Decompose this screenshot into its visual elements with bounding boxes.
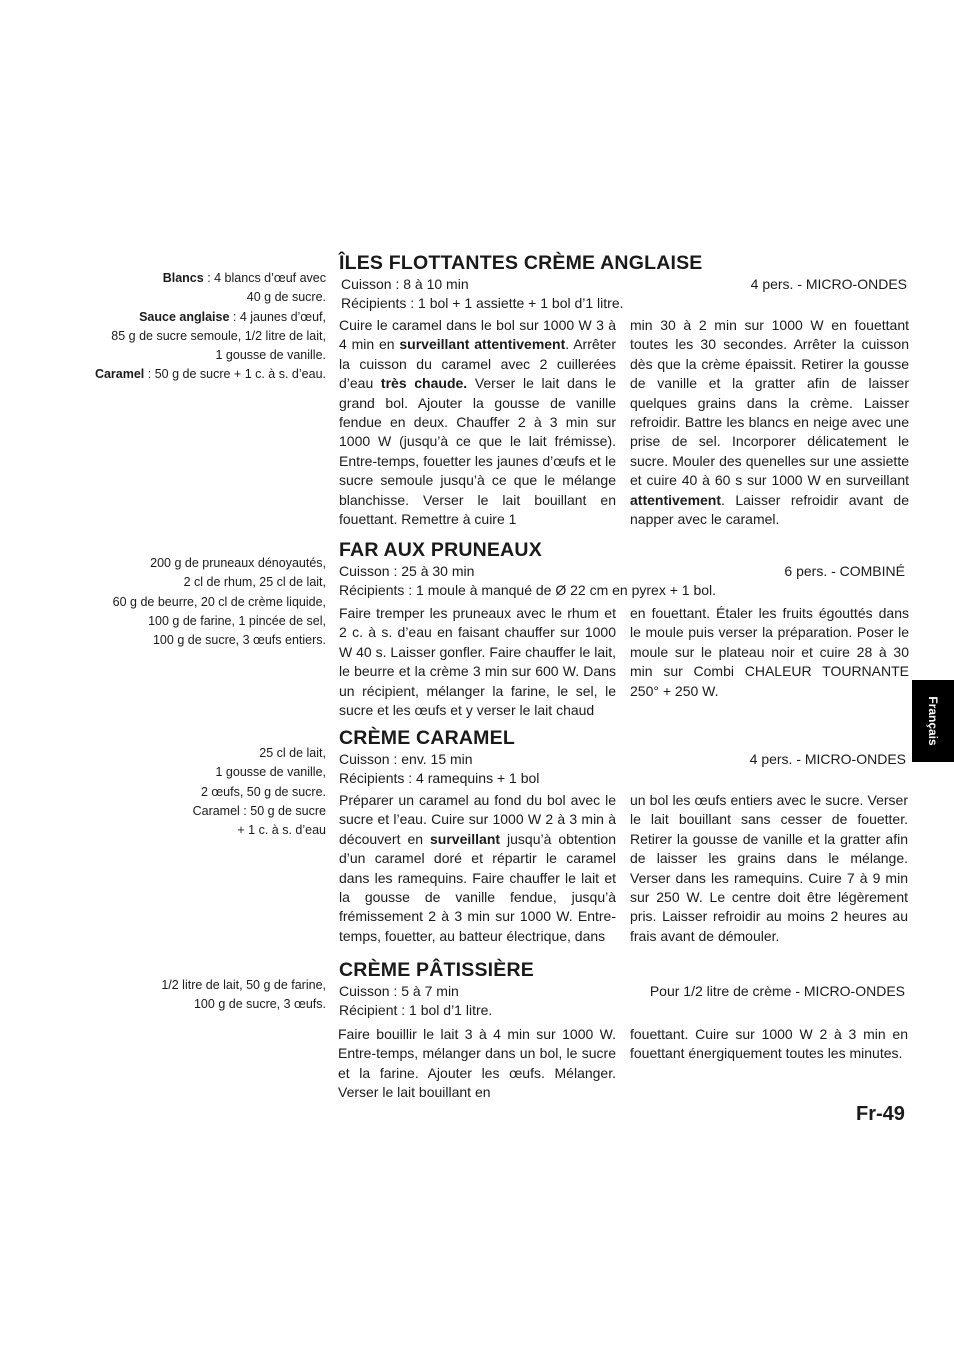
emphasis: très chaude. xyxy=(380,375,468,392)
ingredients-far-aux-pruneaux xyxy=(76,554,326,650)
emphasis: surveillant attentivement xyxy=(399,336,566,353)
ingredient-line: 100 g de sucre, 3 œufs entiers. xyxy=(152,633,326,648)
instructions-col2: fouettant. Cuire sur 1000 W 2 à 3 min en fouettant énergiquement toutes les minutes. xyxy=(630,1026,908,1062)
ingredient-line: Caramel : 50 g de sucre + 1 c. à s. d’eau. xyxy=(94,367,326,382)
ingredient-line: 1 gousse de vanille. xyxy=(215,348,326,363)
ingredient-line: 85 g de sucre semoule, 1/2 litre de lait, xyxy=(111,328,326,343)
portions-mode: Pour 1/2 litre de crème - MICRO-ONDES xyxy=(649,983,905,999)
ingredient-line: Blancs : 4 blancs d’œuf avec xyxy=(162,271,326,285)
instructions-col1: Préparer un caramel au fond du bol avec le sucre et l’eau. Cuire sur 1000 W 2 à 3 min à découvert en surveillant jusqu’à obtention d’un caramel doré et répartir le caramel dans les ramequins. Faire chauffer le lait et la gousse de vanille fendue, jusqu’à frémissement 2 à 3 min sur 1000 W. Entre-temps, fouetter, au batteur électrique, dans xyxy=(339,792,616,944)
ingredients-creme-patissiere xyxy=(76,976,326,1015)
ingredient-line: 1/2 litre de lait, 50 g de farine, xyxy=(161,978,326,992)
ingredient-line: Sauce anglaise : 4 jaunes d’œuf, xyxy=(139,309,326,324)
emphasis: attentivement xyxy=(630,491,722,508)
ingredient-line: 100 g de sucre, 3 œufs. xyxy=(193,997,326,1012)
instructions-col1: Faire tremper les pruneaux avec le rhum et 2 c. à s. d’eau en faisant chauffer sur 1000 W 40 s. Laisser gonfler. Faire chauffer le lait, le beurre et la crème 3 min sur 600 W. Dans un récipient, mélanger la farine, le sel, le sucre et les œufs et y verser le lait chaud xyxy=(339,605,616,719)
portions-mode: 4 pers. - MICRO-ONDES xyxy=(750,276,907,292)
instructions-col2: un bol les œufs entiers avec le sucre. Verser le lait bouillant sans cesser de fouetter. Retirer la gousse de vanille et la gratter afin de laisser les grains dans le mélange. Verser dans les ramequins. Cuire 7 à 9 min sur 250 W. Le centre doit être légèrement pris. Laisser refroidir au moins 2 heures au frais avant de démouler. xyxy=(630,792,908,944)
language-tab xyxy=(912,680,954,762)
instructions-col1: Cuire le caramel dans le bol sur 1000 W 3 à 4 min en surveillant attentivement. Arrêter la cuisson du caramel avec 2 cuillerées d’eau très chaude. Verser le lait dans le grand bol. Ajouter la gousse de vanille fendue en deux. Chauffer 2 à 3 min sur 1000 W (jusqu’à ce que le lait frémisse). Entre-temps, fouetter les jaunes d’œufs et le sucre semoule jusqu’à ce que le mélange blanchisse. Verser le lait bouillant en fouettant. Remettre à cuire 1 xyxy=(339,317,616,528)
ingredient-line: 100 g de farine, 1 pincée de sel, xyxy=(148,613,326,628)
instructions-col2: min 30 à 2 min sur 1000 W en fouettant toutes les 30 secondes. Arrêter la cuisson dès que la crème épaissit. Retirer la gousse de vanille et la gratter afin de laisser quelques grains dans la crème. Laisser refroidir. Battre les blancs en neige avec une prise de sel. Incorporer délicatement le sucre. Mouler des quenelles sur une assiette et cuire 40 à 60 s sur 1000 W en surveillant attentivement. Laisser refroidir avant de napper avec le caramel. xyxy=(630,317,909,528)
language-tab-label: Français xyxy=(926,696,940,746)
containers: Récipients : 1 moule à manqué de Ø 22 cm en pyrex + 1 bol. xyxy=(339,582,717,598)
page-number: Fr-49 xyxy=(856,1103,905,1125)
ingredient-line: Caramel : 50 g de sucre xyxy=(192,803,326,818)
ingredient-line: 25 cl de lait, xyxy=(259,746,326,760)
instructions-col1: Faire bouillir le lait 3 à 4 min sur 1000 W. Entre-temps, mélanger dans un bol, le sucre et la farine. Ajouter les œufs. Mélanger. Verser le lait bouillant en xyxy=(338,1026,616,1101)
ingredient-line: 40 g de sucre. xyxy=(246,290,326,305)
ingredient-line: + 1 c. à s. d’eau xyxy=(237,823,326,838)
ingredient-line: 60 g de beurre, 20 cl de crème liquide, xyxy=(112,594,326,609)
recipe-title-creme-caramel: CRÈME CARAMEL xyxy=(339,727,515,749)
containers: Récipients : 4 ramequins + 1 bol xyxy=(339,770,540,786)
ingredients-creme-caramel xyxy=(76,744,326,840)
cooking-time: Cuisson : env. 15 min xyxy=(339,751,473,767)
ingredient-heading: Caramel xyxy=(94,367,145,382)
recipe-title-far-aux-pruneaux: FAR AUX PRUNEAUX xyxy=(339,539,542,561)
ingredient-line: 2 cl de rhum, 25 cl de lait, xyxy=(183,575,326,590)
ingredient-line: 1 gousse de vanille, xyxy=(215,765,326,780)
containers: Récipient : 1 bol d’1 litre. xyxy=(339,1002,493,1018)
cooking-time: Cuisson : 25 à 30 min xyxy=(339,563,475,579)
ingredient-heading: Sauce anglaise xyxy=(139,309,230,324)
instructions-col2: en fouettant. Étaler les fruits égouttés dans le moule puis verser la préparation. Poser le moule sur le plateau noir et cuire 28 à 30 min sur Combi CHALEUR TOURNANTE 250° + 250 W. xyxy=(630,605,909,699)
cooking-time: Cuisson : 8 à 10 min xyxy=(341,276,469,292)
recipe-title-iles-flottantes: ÎLES FLOTTANTES CRÈME ANGLAISE xyxy=(339,252,703,274)
emphasis: surveillant xyxy=(430,830,501,847)
portions-mode: 6 pers. - COMBINÉ xyxy=(784,563,905,579)
ingredient-line: 200 g de pruneaux dénoyautés, xyxy=(150,556,326,570)
cooking-time: Cuisson : 5 à 7 min xyxy=(339,983,459,999)
ingredient-heading: Blancs xyxy=(162,271,204,285)
containers: Récipients : 1 bol + 1 assiette + 1 bol d’1 litre. xyxy=(341,295,624,311)
ingredients-iles-flottantes xyxy=(76,269,326,385)
ingredient-line: 2 œufs, 50 g de sucre. xyxy=(200,784,326,799)
recipe-title-creme-patissiere: CRÈME PÂTISSIÈRE xyxy=(339,959,534,981)
portions-mode: 4 pers. - MICRO-ONDES xyxy=(749,751,906,767)
